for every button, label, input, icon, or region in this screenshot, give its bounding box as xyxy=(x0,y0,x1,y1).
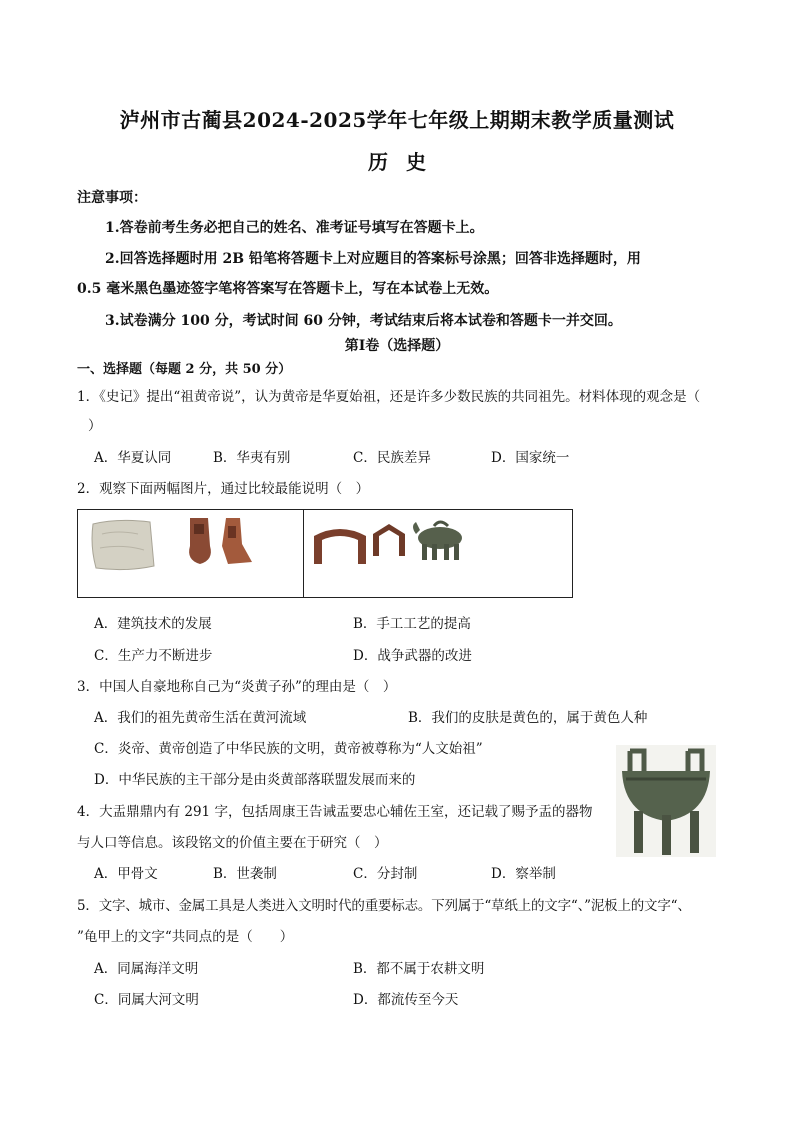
notice-item-3: 3.试卷满分 100 分，考试时间 60 分钟，考试结束后将本试卷和答题卡一并交回。 xyxy=(105,313,622,329)
notice-item-2a: 2.回答选择题时用 2B 铅笔将答题卡上对应题目的答案标号涂黑；回答非选择题时，用 xyxy=(105,251,641,267)
bronze-arch-image-2 xyxy=(371,522,407,558)
q1-option-b[interactable]: B．华夷有别 xyxy=(213,450,291,466)
bronze-tool-image-1 xyxy=(180,516,220,566)
q4-option-a[interactable]: A．甲骨文 xyxy=(94,866,158,882)
q2-option-a[interactable]: A．建筑技术的发展 xyxy=(94,616,212,632)
subject-title: 历史 xyxy=(368,150,444,174)
q4-option-c[interactable]: C．分封制 xyxy=(353,866,418,882)
q4-option-d[interactable]: D．察举制 xyxy=(491,866,556,882)
q2-option-b[interactable]: B．手工工艺的提高 xyxy=(353,616,471,632)
q5-stem: 5．文字、城市、金属工具是人类进入文明时代的重要标志。下列属于“草纸上的文字“、”泥板上的文字“、 xyxy=(77,898,691,914)
part-heading: 一、选择题（每题 2 分，共 50 分） xyxy=(77,362,292,377)
q1-stem: 1．《史记》提出“祖黄帝说”，认为黄帝是华夏始祖，还是许多少数民族的共同祖先。材料体现的观念是（ xyxy=(77,389,701,405)
bronze-beast-vessel-image xyxy=(408,518,470,562)
notice-item-1: 1.答卷前考生务必把自己的姓名、准考证号填写在答题卡上。 xyxy=(105,220,484,236)
bronze-tool-image-2 xyxy=(218,516,254,566)
q1-stem-end: ） xyxy=(88,418,102,434)
q2-image-table xyxy=(77,509,573,598)
table-divider xyxy=(303,510,304,597)
q1-option-a[interactable]: A．华夏认同 xyxy=(94,450,172,466)
q4-stem: 4．大盂鼎鼎内有 291 字，包括周康王告诫盂要忠心辅佐王室，还记载了赐予盂的器物 xyxy=(77,804,593,820)
q3-stem: 3．中国人自豪地称自己为“炎黄子孙”的理由是（ ） xyxy=(77,679,397,695)
q3-option-d[interactable]: D．中华民族的主干部分是由炎黄部落联盟发展而来的 xyxy=(94,772,416,788)
q3-option-b[interactable]: B．我们的皮肤是黄色的，属于黄色人种 xyxy=(408,710,648,726)
q2-option-c[interactable]: C．生产力不断进步 xyxy=(94,648,213,664)
q1-option-c[interactable]: C．民族差异 xyxy=(353,450,431,466)
q3-option-c[interactable]: C．炎帝、黄帝创造了中华民族的文明，黄帝被尊称为“人文始祖” xyxy=(94,741,483,757)
q4-stem-cont: 与人口等信息。该段铭文的价值主要在于研究（ ） xyxy=(77,835,388,851)
exam-title: 泸州市古蔺县2024-2025学年七年级上期期末教学质量测试 xyxy=(119,108,675,132)
q5-stem-cont: ”龟甲上的文字“共同点的是（ ） xyxy=(77,929,294,945)
volume-heading: 第Ⅰ卷（选择题） xyxy=(344,338,450,354)
q2-option-d[interactable]: D．战争武器的改进 xyxy=(353,648,472,664)
bronze-arch-image-1 xyxy=(310,522,370,566)
da-yu-ding-image xyxy=(616,745,716,857)
notice-heading: 注意事项： xyxy=(77,190,147,206)
q2-stem: 2．观察下面两幅图片，通过比较最能说明（ ） xyxy=(77,481,370,497)
q3-option-a[interactable]: A．我们的祖先黄帝生活在黄河流域 xyxy=(94,710,307,726)
q5-option-c[interactable]: C．同属大河文明 xyxy=(94,992,199,1008)
q5-option-a[interactable]: A．同属海洋文明 xyxy=(94,961,199,977)
q5-option-b[interactable]: B．都不属于农耕文明 xyxy=(353,961,485,977)
q5-option-d[interactable]: D．都流传至今天 xyxy=(353,992,459,1008)
q4-option-b[interactable]: B．世袭制 xyxy=(213,866,277,882)
q1-option-d[interactable]: D．国家统一 xyxy=(491,450,570,466)
notice-item-2b: 0.5 毫米黑色墨迹签字笔将答案写在答题卡上，写在本试卷上无效。 xyxy=(77,281,499,297)
stone-tool-image xyxy=(88,516,158,574)
